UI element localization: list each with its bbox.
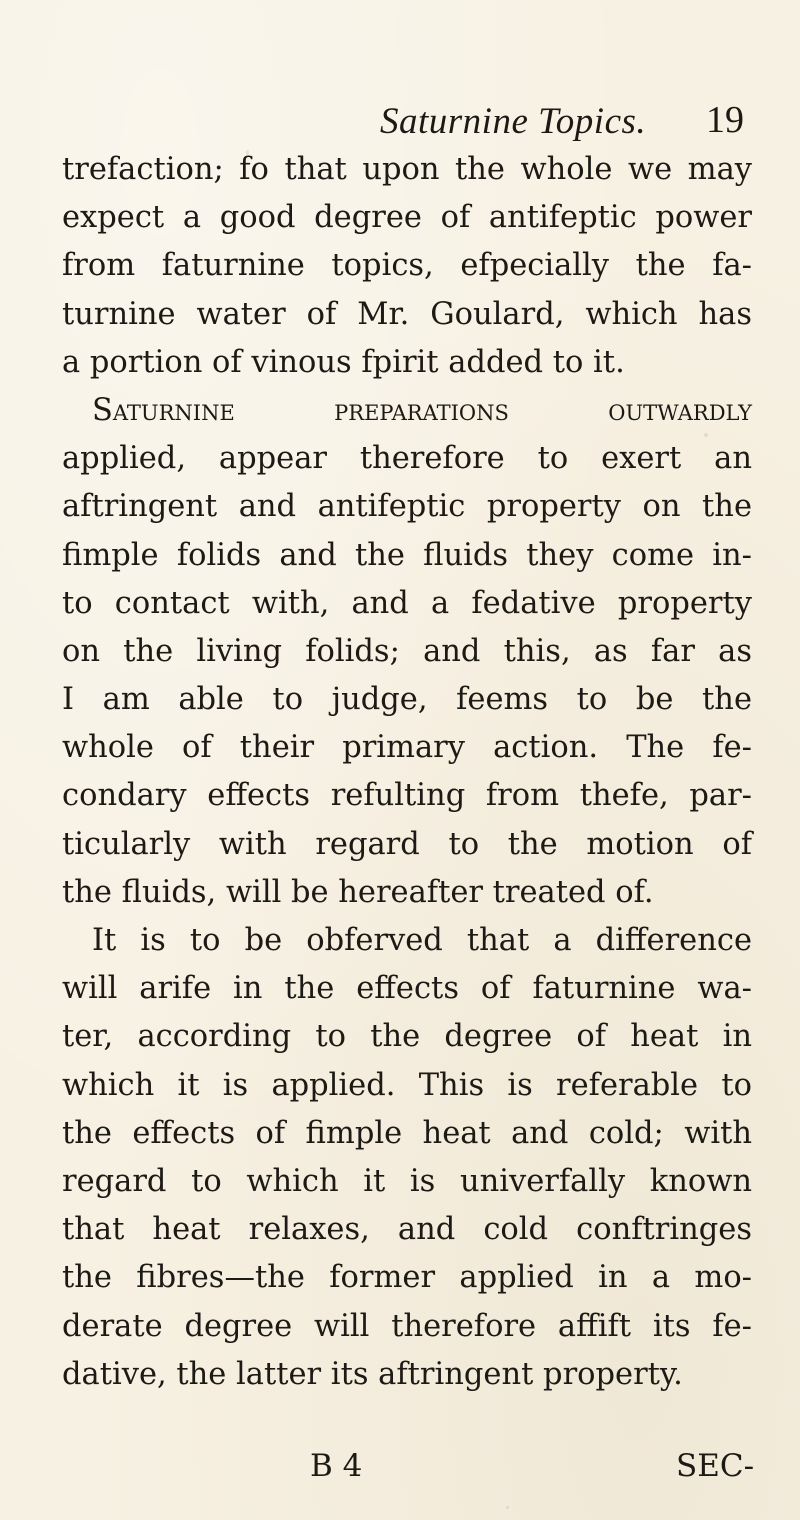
text-line: applied, appear therefore to exert an xyxy=(62,441,752,477)
paragraph-start-line: Saturnine preparations outwardly xyxy=(92,392,752,428)
text-line: whole of their primary action. The fe- xyxy=(62,730,752,766)
text-line: I am able to judge, feems to be the xyxy=(62,682,752,718)
paper-speck xyxy=(704,433,708,437)
paragraph-start-line: It is to be obferved that a difference xyxy=(92,923,752,958)
text-line: that heat relaxes, and cold conftringes xyxy=(62,1212,752,1248)
catchword: SEC- xyxy=(676,1448,755,1484)
signature-mark: B 4 xyxy=(310,1448,363,1484)
page-number: 19 xyxy=(706,99,744,141)
text-line: which it is applied. This is referable to xyxy=(62,1067,752,1103)
text-line: will arife in the effects of faturnine wa- xyxy=(62,971,752,1007)
running-head: Saturnine Topics. xyxy=(380,101,647,142)
text-line: turnine water of Mr. Goulard, which has xyxy=(62,296,752,332)
text-line: regard to which it is univerfally known xyxy=(62,1163,752,1199)
text-line: derate degree will therefore affift its fe- xyxy=(62,1308,752,1344)
text-line: ticularly with regard to the motion of xyxy=(62,826,752,862)
text-line: condary effects refulting from thefe, par- xyxy=(62,778,752,814)
text-line: the effects of fimple heat and cold; with xyxy=(62,1115,752,1151)
text-line: the fibres—the former applied in a mo- xyxy=(62,1260,752,1296)
paper-speck xyxy=(246,150,249,155)
text-line: on the living folids; and this, as far as xyxy=(62,633,752,669)
text-line: from faturnine topics, efpecially the fa- xyxy=(62,248,752,284)
text-line: ter, according to the degree of heat in xyxy=(62,1019,752,1055)
text-line: fimple folids and the fluids they come in- xyxy=(62,537,752,573)
text-line: aftringent and antifeptic property on the xyxy=(62,489,752,525)
body-text xyxy=(62,146,752,1399)
text-line: dative, the latter its aftringent property. xyxy=(62,1356,683,1392)
text-line: to contact with, and a fedative property xyxy=(62,585,752,621)
text-line: the fluids, will be hereafter treated of. xyxy=(62,874,654,910)
text-line: trefaction; fo that upon the whole we may xyxy=(62,152,752,187)
paper-speck xyxy=(506,1506,509,1509)
text-line: expect a good degree of antifeptic power xyxy=(62,200,752,236)
text-line: a portion of vinous fpirit added to it. xyxy=(62,344,625,380)
